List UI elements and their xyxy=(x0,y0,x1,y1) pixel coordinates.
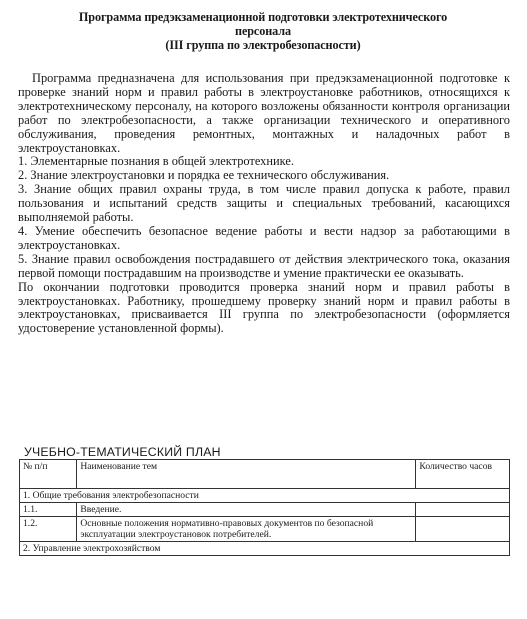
table-row xyxy=(20,517,510,542)
table-header-row xyxy=(20,460,510,489)
row-hours xyxy=(416,517,510,542)
curriculum-table xyxy=(19,459,510,556)
plan-heading: УЧЕБНО-ТЕМАТИЧЕСКИЙ ПЛАН xyxy=(24,445,221,459)
conclusion-paragraph: По окончании подготовки проводится проверка знаний норм и правил работы в электроустановках. Работнику, прошедшему проверку знаний норм и правил работы в электроустановках, присваивается III группа по электробезопасности (оформляется удостоверение установленной формы). xyxy=(18,279,510,336)
row-name: Основные положения нормативно-правовых документов по безопасной эксплуатации электроустановок потребителей. xyxy=(77,517,416,542)
header-hours: Количество часов xyxy=(416,460,510,489)
requirement-item-3: 3. Знание общих правил охраны труда, в том числе правил допуска к работе, правил пользования и испытаний средств защиты и специальных требований, касающихся выполняемой работы. xyxy=(18,182,510,225)
requirement-item-5: 5. Знание правил освобождения пострадавшего от действия электрического тока, оказания первой помощи пострадавшим на производстве и умение практически ее оказывать. xyxy=(18,251,510,280)
row-num: 1.1. xyxy=(20,503,77,517)
section-cell: 2. Управление электрохозяйством xyxy=(20,542,510,556)
title-line-3: (III группа по электробезопасности) xyxy=(165,38,361,52)
intro-paragraph: Программа предназначена для использования при предэкзаменационной подготовке к проверке знаний норм и правил работы в электроустановке работников, относящихся к электротехническому персоналу, на которого возложены обязанности контроля организации работ по электробезопасности, а также организации технического и оперативного обслуживания, проведения ремонтных, монтажных и наладочных работ в электроустановках. xyxy=(18,71,510,155)
header-name: Наименование тем xyxy=(77,460,416,489)
header-num: № п/п xyxy=(20,460,77,489)
row-name: Введение. xyxy=(77,503,416,517)
requirement-item-4: 4. Умение обеспечить безопасное ведение работы и вести надзор за работающими в электроустановках. xyxy=(18,223,510,252)
row-num: 1.2. xyxy=(20,517,77,542)
table-row xyxy=(20,489,510,503)
document-title xyxy=(18,10,508,52)
title-line-2: персонала xyxy=(235,24,291,38)
table-row xyxy=(20,542,510,556)
section-cell: 1. Общие требования электробезопасности xyxy=(20,489,510,503)
table-row xyxy=(20,503,510,517)
requirement-item-2: 2. Знание электроустановки и порядка ее технического обслуживания. xyxy=(18,168,390,183)
row-hours xyxy=(416,503,510,517)
requirement-item-1: 1. Элементарные познания в общей электротехнике. xyxy=(18,154,294,169)
title-line-1: Программа предэкзаменационной подготовки электротехнического xyxy=(78,10,448,24)
document-body xyxy=(18,72,510,336)
